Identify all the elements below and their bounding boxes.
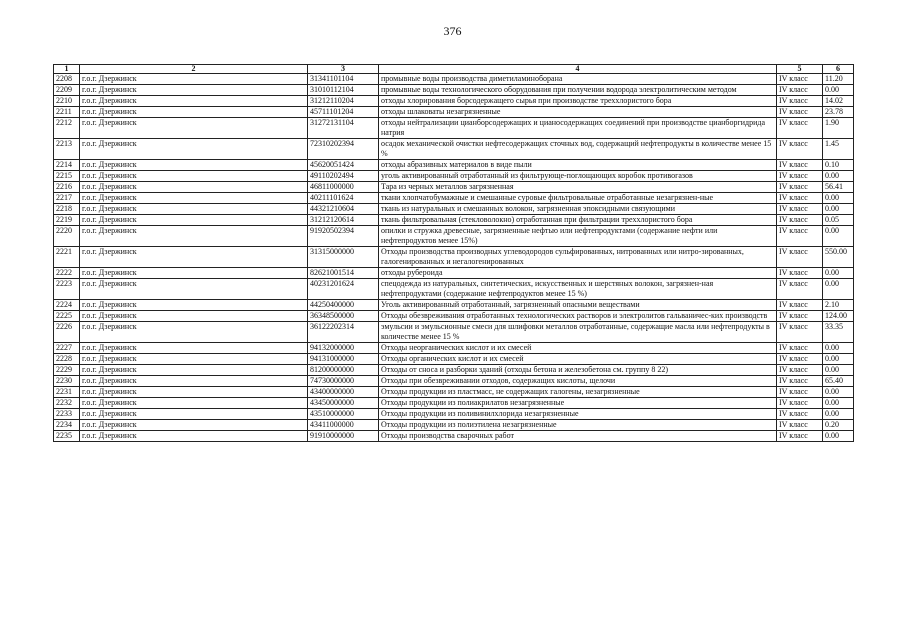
municipality: г.о.г. Дзержинск	[80, 322, 308, 343]
hazard-class: IV класс	[777, 268, 823, 279]
waste-description: эмульсии и эмульсионные смеси для шлифовки металлов отработанные, содержащие масла или нефтепродукты в количестве менее 15 %	[379, 322, 777, 343]
table-body	[54, 74, 854, 442]
row-number: 2235	[54, 431, 80, 442]
waste-code: 74730000000	[308, 376, 379, 387]
table-row	[54, 139, 854, 160]
table-row	[54, 279, 854, 300]
row-number: 2232	[54, 398, 80, 409]
row-number: 2229	[54, 365, 80, 376]
table-row	[54, 204, 854, 215]
table-row	[54, 376, 854, 387]
quantity: 124.00	[823, 311, 854, 322]
municipality: г.о.г. Дзержинск	[80, 387, 308, 398]
waste-description: отходы нейтрализации цианборсодержащих и цианосодержащих соединений при производстве цианборгидрида натрия	[379, 118, 777, 139]
hazard-class: IV класс	[777, 182, 823, 193]
waste-code: 45711101204	[308, 107, 379, 118]
municipality: г.о.г. Дзержинск	[80, 398, 308, 409]
waste-code: 36348500000	[308, 311, 379, 322]
row-number: 2224	[54, 300, 80, 311]
page-number: 376	[443, 24, 462, 38]
table-row	[54, 182, 854, 193]
municipality: г.о.г. Дзержинск	[80, 300, 308, 311]
waste-code: 49110202494	[308, 171, 379, 182]
waste-description: Отходы продукции из полиэтилена незагрязненные	[379, 420, 777, 431]
waste-description: опилки и стружка древесные, загрязненные нефтью или нефтепродуктами (содержание нефти или нефтепродуктов менее 15%)	[379, 226, 777, 247]
waste-description: Отходы неорганических кислот и их смесей	[379, 343, 777, 354]
table-row	[54, 409, 854, 420]
waste-description: Отходы производства сварочных работ	[379, 431, 777, 442]
table-row	[54, 171, 854, 182]
table-row	[54, 343, 854, 354]
table-row	[54, 107, 854, 118]
table-row	[54, 354, 854, 365]
hazard-class: IV класс	[777, 398, 823, 409]
row-number: 2210	[54, 96, 80, 107]
waste-code: 31212110204	[308, 96, 379, 107]
waste-code: 40211101624	[308, 193, 379, 204]
table-row	[54, 311, 854, 322]
quantity: 0.00	[823, 365, 854, 376]
row-number: 2212	[54, 118, 80, 139]
quantity: 23.78	[823, 107, 854, 118]
row-number: 2226	[54, 322, 80, 343]
waste-code: 44250400000	[308, 300, 379, 311]
quantity: 0.00	[823, 409, 854, 420]
hazard-class: IV класс	[777, 107, 823, 118]
waste-description: спецодежда из натуральных, синтетических, искусственных и шерстяных волокон, загрязнен-ная нефтепродуктами (содержание нефтепродуктов менее 15 %)	[379, 279, 777, 300]
municipality: г.о.г. Дзержинск	[80, 247, 308, 268]
hazard-class: IV класс	[777, 204, 823, 215]
row-number: 2221	[54, 247, 80, 268]
hazard-class: IV класс	[777, 160, 823, 171]
quantity: 0.00	[823, 279, 854, 300]
quantity: 0.10	[823, 160, 854, 171]
row-number: 2230	[54, 376, 80, 387]
municipality: г.о.г. Дзержинск	[80, 431, 308, 442]
quantity: 14.02	[823, 96, 854, 107]
municipality: г.о.г. Дзержинск	[80, 118, 308, 139]
table-header	[54, 65, 854, 74]
waste-code: 43411000000	[308, 420, 379, 431]
quantity: 11.20	[823, 74, 854, 85]
municipality: г.о.г. Дзержинск	[80, 354, 308, 365]
table-row	[54, 193, 854, 204]
waste-description: Уголь активированный отработанный, загрязненный опасными веществами	[379, 300, 777, 311]
municipality: г.о.г. Дзержинск	[80, 279, 308, 300]
quantity: 0.00	[823, 387, 854, 398]
row-number: 2219	[54, 215, 80, 226]
column-header: 2	[80, 65, 308, 74]
waste-description: ткани хлопчатобумажные и смешанные суровые фильтровальные отработанные незагрязнен-ные	[379, 193, 777, 204]
hazard-class: IV класс	[777, 96, 823, 107]
waste-description: Отходы продукции из поливинилхлорида незагрязненные	[379, 409, 777, 420]
municipality: г.о.г. Дзержинск	[80, 343, 308, 354]
waste-description: Отходы от сноса и разборки зданий (отходы бетона и железобетона см. группу 8 22)	[379, 365, 777, 376]
waste-description: ткань фильтровальная (стекловолокно) отработанная при фильтрации треххлористого бора	[379, 215, 777, 226]
row-number: 2223	[54, 279, 80, 300]
waste-description: ткань из натуральных и смешанных волокон, загрязненная эпоксидными связующими	[379, 204, 777, 215]
waste-code: 31212120614	[308, 215, 379, 226]
waste-description: Тара из черных металлов загрязненная	[379, 182, 777, 193]
row-number: 2215	[54, 171, 80, 182]
waste-code: 40231201624	[308, 279, 379, 300]
waste-description: Отходы при обезвреживании отходов, содержащих кислоты, щелочи	[379, 376, 777, 387]
hazard-class: IV класс	[777, 420, 823, 431]
table-row	[54, 74, 854, 85]
row-number: 2211	[54, 107, 80, 118]
waste-code: 44321210604	[308, 204, 379, 215]
table-row	[54, 226, 854, 247]
municipality: г.о.г. Дзержинск	[80, 182, 308, 193]
table-row	[54, 118, 854, 139]
waste-description: Отходы органических кислот и их смесей	[379, 354, 777, 365]
hazard-class: IV класс	[777, 247, 823, 268]
table-row	[54, 322, 854, 343]
waste-code: 31315000000	[308, 247, 379, 268]
hazard-class: IV класс	[777, 215, 823, 226]
waste-code: 91920502394	[308, 226, 379, 247]
row-number: 2231	[54, 387, 80, 398]
municipality: г.о.г. Дзержинск	[80, 139, 308, 160]
row-number: 2214	[54, 160, 80, 171]
hazard-class: IV класс	[777, 74, 823, 85]
quantity: 0.00	[823, 85, 854, 96]
waste-code: 45620051424	[308, 160, 379, 171]
waste-code: 91910000000	[308, 431, 379, 442]
hazard-class: IV класс	[777, 387, 823, 398]
waste-code: 81200000000	[308, 365, 379, 376]
row-number: 2208	[54, 74, 80, 85]
waste-code: 36122202314	[308, 322, 379, 343]
quantity: 1.45	[823, 139, 854, 160]
municipality: г.о.г. Дзержинск	[80, 268, 308, 279]
quantity: 0.00	[823, 398, 854, 409]
hazard-class: IV класс	[777, 343, 823, 354]
hazard-class: IV класс	[777, 139, 823, 160]
table-row	[54, 300, 854, 311]
column-header: 3	[308, 65, 379, 74]
table-row	[54, 387, 854, 398]
quantity: 0.00	[823, 343, 854, 354]
waste-description: осадок механической очистки нефтесодержащих сточных вод, содержащий нефтепродукты в количестве менее 15 %	[379, 139, 777, 160]
table-row	[54, 420, 854, 431]
waste-description: промывные воды производства диметиламиноборана	[379, 74, 777, 85]
municipality: г.о.г. Дзержинск	[80, 409, 308, 420]
hazard-class: IV класс	[777, 171, 823, 182]
municipality: г.о.г. Дзержинск	[80, 74, 308, 85]
municipality: г.о.г. Дзержинск	[80, 311, 308, 322]
municipality: г.о.г. Дзержинск	[80, 365, 308, 376]
column-header: 6	[823, 65, 854, 74]
row-number: 2234	[54, 420, 80, 431]
table-row	[54, 247, 854, 268]
waste-description: отходы хлорирования борсодержащего сырья при производстве треххлористого бора	[379, 96, 777, 107]
waste-description: уголь активированный отработанный из фильтрующе-поглощающих коробок противогазов	[379, 171, 777, 182]
quantity: 56.41	[823, 182, 854, 193]
waste-code: 43450000000	[308, 398, 379, 409]
hazard-class: IV класс	[777, 85, 823, 96]
municipality: г.о.г. Дзержинск	[80, 215, 308, 226]
waste-description: Отходы продукции из полиакрилатов незагрязненные	[379, 398, 777, 409]
waste-description: Отходы обезвреживания отработанных технологических растворов и электролитов гальваничес-ких производств	[379, 311, 777, 322]
row-number: 2213	[54, 139, 80, 160]
hazard-class: IV класс	[777, 226, 823, 247]
row-number: 2222	[54, 268, 80, 279]
municipality: г.о.г. Дзержинск	[80, 107, 308, 118]
quantity: 33.35	[823, 322, 854, 343]
row-number: 2216	[54, 182, 80, 193]
waste-description: отходы абразивных материалов в виде пыли	[379, 160, 777, 171]
waste-description: отходы рубероида	[379, 268, 777, 279]
quantity: 2.10	[823, 300, 854, 311]
waste-code: 94132000000	[308, 343, 379, 354]
waste-description: промывные воды технологического оборудования при получении водорода электролитическим методом	[379, 85, 777, 96]
waste-description: отходы шлаковаты незагрязненные	[379, 107, 777, 118]
row-number: 2218	[54, 204, 80, 215]
table-row	[54, 398, 854, 409]
hazard-class: IV класс	[777, 118, 823, 139]
hazard-class: IV класс	[777, 322, 823, 343]
municipality: г.о.г. Дзержинск	[80, 204, 308, 215]
waste-code: 43400000000	[308, 387, 379, 398]
hazard-class: IV класс	[777, 376, 823, 387]
municipality: г.о.г. Дзержинск	[80, 226, 308, 247]
waste-code: 82621001514	[308, 268, 379, 279]
quantity: 0.00	[823, 193, 854, 204]
quantity: 1.90	[823, 118, 854, 139]
hazard-class: IV класс	[777, 365, 823, 376]
municipality: г.о.г. Дзержинск	[80, 376, 308, 387]
table-row	[54, 160, 854, 171]
quantity: 550.00	[823, 247, 854, 268]
hazard-class: IV класс	[777, 300, 823, 311]
waste-code: 31272131104	[308, 118, 379, 139]
table-row	[54, 96, 854, 107]
hazard-class: IV класс	[777, 279, 823, 300]
column-header: 1	[54, 65, 80, 74]
waste-description: Отходы продукции из пластмасс, не содержащих галогены, незагрязненные	[379, 387, 777, 398]
waste-code: 72310202394	[308, 139, 379, 160]
waste-code: 31341101104	[308, 74, 379, 85]
municipality: г.о.г. Дзержинск	[80, 96, 308, 107]
hazard-class: IV класс	[777, 409, 823, 420]
row-number: 2220	[54, 226, 80, 247]
table-row	[54, 85, 854, 96]
quantity: 0.20	[823, 420, 854, 431]
hazard-class: IV класс	[777, 193, 823, 204]
waste-description: Отходы производства производных углеводородов сульфированных, нитрованных или нитро-зированных, галогенированных и негалогенированных	[379, 247, 777, 268]
column-header: 5	[777, 65, 823, 74]
quantity: 0.00	[823, 171, 854, 182]
table-row	[54, 365, 854, 376]
quantity: 0.00	[823, 268, 854, 279]
municipality: г.о.г. Дзержинск	[80, 85, 308, 96]
header-row	[54, 65, 854, 74]
waste-code: 46811000000	[308, 182, 379, 193]
waste-code: 94131000000	[308, 354, 379, 365]
column-header: 4	[379, 65, 777, 74]
waste-registry-table	[53, 64, 854, 442]
row-number: 2217	[54, 193, 80, 204]
table-row	[54, 268, 854, 279]
hazard-class: IV класс	[777, 431, 823, 442]
row-number: 2228	[54, 354, 80, 365]
hazard-class: IV класс	[777, 354, 823, 365]
row-number: 2209	[54, 85, 80, 96]
municipality: г.о.г. Дзержинск	[80, 193, 308, 204]
quantity: 0.00	[823, 204, 854, 215]
quantity: 0.05	[823, 215, 854, 226]
quantity: 0.00	[823, 226, 854, 247]
hazard-class: IV класс	[777, 311, 823, 322]
row-number: 2233	[54, 409, 80, 420]
row-number: 2227	[54, 343, 80, 354]
municipality: г.о.г. Дзержинск	[80, 420, 308, 431]
quantity: 0.00	[823, 431, 854, 442]
municipality: г.о.г. Дзержинск	[80, 171, 308, 182]
waste-code: 43510000000	[308, 409, 379, 420]
table-row	[54, 215, 854, 226]
quantity: 0.00	[823, 354, 854, 365]
quantity: 65.40	[823, 376, 854, 387]
waste-code: 31010112104	[308, 85, 379, 96]
row-number: 2225	[54, 311, 80, 322]
municipality: г.о.г. Дзержинск	[80, 160, 308, 171]
table-row	[54, 431, 854, 442]
